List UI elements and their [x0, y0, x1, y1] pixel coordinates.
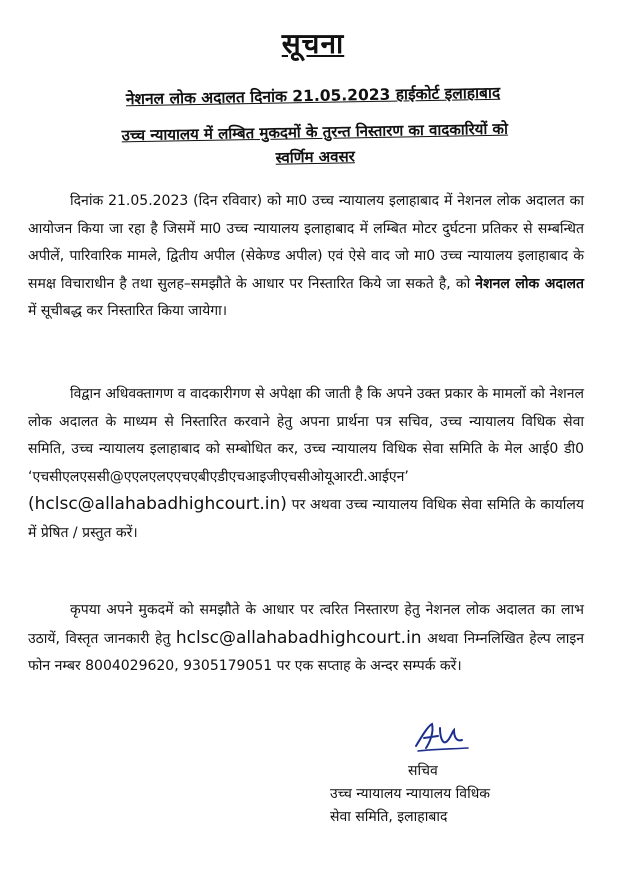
paragraph-3-tail: पर एक सप्ताह के अन्दर सम्पर्क करें।	[276, 658, 462, 674]
signature-org-line-1: उच्च न्यायालय न्यायालय विधिक	[330, 786, 491, 802]
signature-title: सचिव	[408, 763, 438, 779]
paragraph-2-email: (hclsc@allahabadhighcourt.in)	[28, 494, 287, 514]
signature-mark	[412, 718, 472, 754]
notice-subtitle: नेशनल लोक अदालत दिनांक 21.05.2023 हाईकोर्ट इलाहाबाद	[125, 83, 501, 109]
signature-stroke	[416, 724, 462, 748]
paragraph-2-text: विद्वान अधिवक्तागण व वादकारीगण से अपेक्षा की जाती है कि अपने उक्त प्रकार के मामलों को नेशनल लोक अदालत के माध्यम से निस्तारित करवाने हेतु अपना प्रार्थना पत्र सचिव, उच्च न्यायालय विधिक सेवा समिति, उच्च न्यायालय इलाहाबाद को सम्बोधित कर, उच्च न्यायालय विधिक सेवा समिति के मेल आई0 डी0 ‘एचसीएलएससी@एएलएलएएचएबीएडीएचआइजीएचसीओयूआरटी.आईएन’	[28, 386, 584, 485]
paragraph-3	[28, 597, 584, 681]
paragraph-3-phones: 8004029620, 9305179051	[85, 658, 273, 674]
paragraph-1-text: दिनांक 21.05.2023 (दिन रविवार) को मा0 उच्च न्यायालय इलाहाबाद में नेशनल लोक अदालत का आयोजन किया जा रहा है जिसमें मा0 उच्च न्यायालय इलाहाबाद में लम्बित मोटर दुर्घटना प्रतिकर से सम्बन्धित अपीलें, पारिवारिक मामले, द्वितीय अपील (सेकेण्ड अपील) एवं ऐसे वाद जो मा0 उच्च न्यायालय इलाहाबाद के समक्ष विचाराधीन है तथा सुलह–समझौते के आधार पर निस्तारित किये जा सकते है, को	[28, 193, 584, 292]
paragraph-3-email: hclsc@allahabadhighcourt.in	[175, 627, 422, 648]
heading-line-2: स्वर्णिम अवसर	[275, 147, 355, 167]
signature-block	[330, 760, 590, 829]
signature-org-line-2: सेवा समिति, इलाहाबाद	[330, 809, 448, 825]
paragraph-3-middle: अथवा निम्नलिखित हेल्प लाइन फोन नम्बर	[28, 630, 584, 674]
paragraph-2	[28, 381, 584, 547]
notice-heading	[50, 115, 581, 174]
notice-title: सूचना	[281, 27, 345, 60]
paragraph-2-tail: पर अथवा उच्च न्यायालय विधिक सेवा समिति के कार्यालय में प्रेषित / प्रस्तुत करें।	[28, 497, 584, 541]
paragraph-3-text: कृपया अपने मुकदमें को समझौते के आधार पर त्वरित निस्तारण हेतु नेशनल लोक अदालत का लाभ उठायें, विस्तृत जानकारी हेतु	[28, 602, 584, 647]
paragraph-1	[28, 188, 584, 326]
paragraph-1-tail: में सूचीबद्ध कर निस्तारित किया जायेगा।	[28, 303, 228, 319]
heading-line-1: उच्च न्यायालय में लम्बित मुकदमों के तुरन्त निस्तारण का वादकारियों को	[121, 119, 509, 145]
paragraph-1-bold: नेशनल लोक अदालत	[475, 275, 584, 292]
